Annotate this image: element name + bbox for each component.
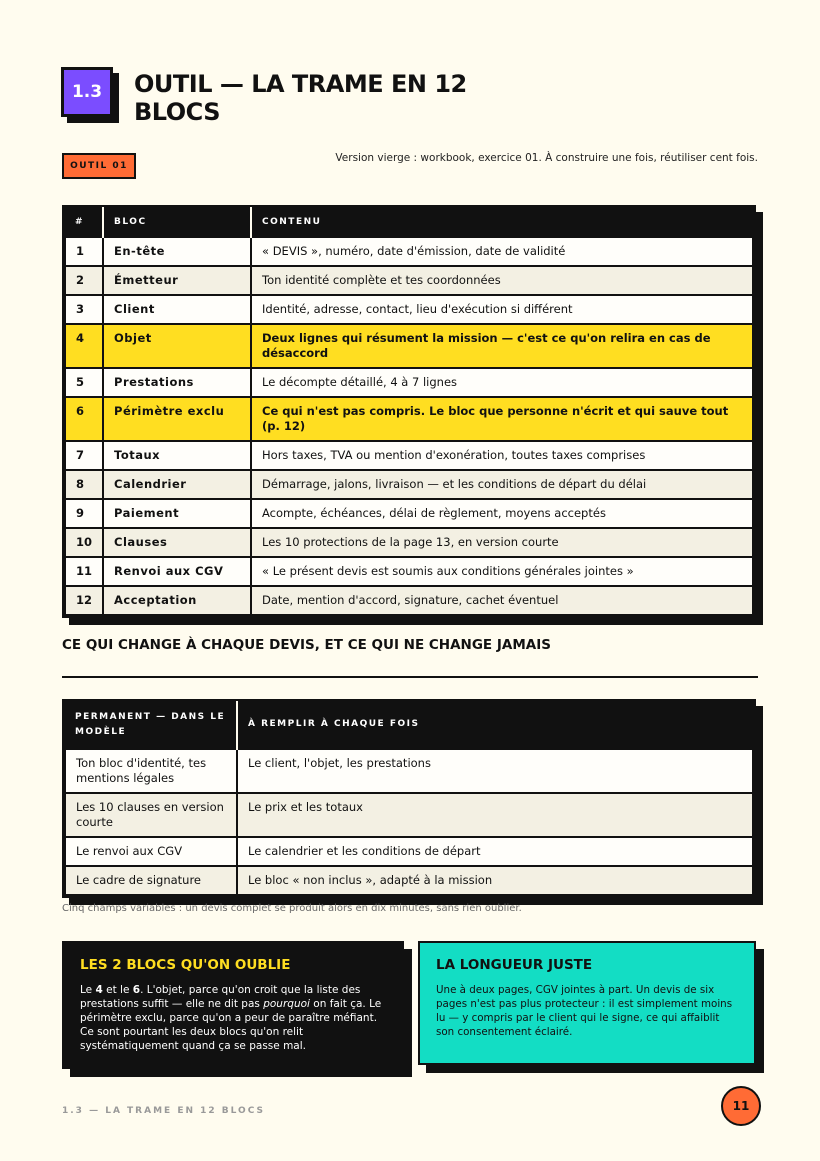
block-content-cell: « DEVIS », numéro, date d'émission, date de validité (251, 237, 753, 266)
block-name-cell: Émetteur (103, 266, 251, 295)
block-content-cell: Hors taxes, TVA ou mention d'exonération, toutes taxes comprises (251, 441, 753, 470)
table-footnote: Cinq champs variables : un devis complet se produit alors en dix minutes, sans rien oublier. (62, 903, 522, 914)
column-header-permanent: PERMANENT — DANS LE MODÈLE (65, 701, 237, 749)
table-row (65, 470, 753, 499)
block-name-cell: En-tête (103, 237, 251, 266)
table-header-row (65, 701, 753, 749)
block-content-cell: Acompte, échéances, délai de règlement, moyens acceptés (251, 499, 753, 528)
block-name-cell: Acceptation (103, 586, 251, 615)
callout-body: Le 4 et le 6. L'objet, parce qu'on croit que la liste des prestations suffit — elle ne dit pas pourquoi on fait ça. Le périmètre exclu, parce qu'on a peur de paraître méfiant. Ce sont pourtant les deux blocs qu'on relit systématiquement quand ça se passe mal. (80, 984, 382, 1052)
right-length-callout (418, 941, 756, 1065)
block-content-cell: Ton identité complète et tes coordonnées (251, 266, 753, 295)
section-number-badge: 1.3 (61, 67, 113, 117)
section-heading: CE QUI CHANGE À CHAQUE DEVIS, ET CE QUI NE CHANGE JAMAIS (62, 637, 551, 653)
block-number-cell: 11 (65, 557, 103, 586)
page-number: 11 (721, 1086, 761, 1126)
twelve-blocks-table (62, 205, 756, 618)
table-row (65, 397, 753, 441)
column-header-bloc: BLOC (103, 207, 251, 237)
permanent-cell: Les 10 clauses en version courte (65, 793, 237, 837)
block-name-cell: Prestations (103, 368, 251, 397)
block-name-cell: Clauses (103, 528, 251, 557)
block-number-cell: 2 (65, 266, 103, 295)
table-row (65, 866, 753, 895)
callout-title: LA LONGUEUR JUSTE (436, 957, 593, 973)
block-number-cell: 9 (65, 499, 103, 528)
block-content-cell: « Le présent devis est soumis aux conditions générales jointes » (251, 557, 753, 586)
column-header-contenu: CONTENU (251, 207, 753, 237)
block-content-cell: Le décompte détaillé, 4 à 7 lignes (251, 368, 753, 397)
variable-cell: Le prix et les totaux (237, 793, 753, 837)
table-row (65, 295, 753, 324)
table-row (65, 324, 753, 368)
table-row (65, 499, 753, 528)
column-header-number: # (65, 207, 103, 237)
block-name-cell: Objet (103, 324, 251, 368)
tool-tag: OUTIL 01 (62, 153, 136, 179)
block-number-cell: 12 (65, 586, 103, 615)
block-number-cell: 8 (65, 470, 103, 499)
table-row (65, 237, 753, 266)
divider (62, 676, 758, 678)
permanent-cell: Le cadre de signature (65, 866, 237, 895)
block-name-cell: Calendrier (103, 470, 251, 499)
block-number-cell: 6 (65, 397, 103, 441)
table-row (65, 837, 753, 866)
variable-cell: Le calendrier et les conditions de départ (237, 837, 753, 866)
block-content-cell: Date, mention d'accord, signature, cachet éventuel (251, 586, 753, 615)
variable-cell: Le bloc « non inclus », adapté à la mission (237, 866, 753, 895)
column-header-variable: À REMPLIR À CHAQUE FOIS (237, 701, 753, 749)
table-row (65, 793, 753, 837)
block-content-cell: Identité, adresse, contact, lieu d'exécution si différent (251, 295, 753, 324)
table-row (65, 368, 753, 397)
block-content-cell: Ce qui n'est pas compris. Le bloc que personne n'écrit et qui sauve tout (p. 12) (251, 397, 753, 441)
table-header-row (65, 207, 753, 237)
permanent-cell: Ton bloc d'identité, tes mentions légales (65, 749, 237, 793)
block-content-cell: Démarrage, jalons, livraison — et les conditions de départ du délai (251, 470, 753, 499)
permanent-cell: Le renvoi aux CGV (65, 837, 237, 866)
block-name-cell: Renvoi aux CGV (103, 557, 251, 586)
callout-body: Une à deux pages, CGV jointes à part. Un devis de six pages n'est pas plus protecteur : il est simplement moins lu — y compris par le client qui le signe, ce qui affaiblit son consentement éclairé. (436, 984, 733, 1038)
block-content-cell: Les 10 protections de la page 13, en version courte (251, 528, 753, 557)
block-name-cell: Client (103, 295, 251, 324)
callout-title: LES 2 BLOCS QU'ON OUBLIE (80, 957, 291, 973)
block-content-cell: Deux lignes qui résument la mission — c'est ce qu'on relira en cas de désaccord (251, 324, 753, 368)
version-note: Version vierge : workbook, exercice 01. À construire une fois, réutiliser cent fois. (335, 152, 758, 164)
block-number-cell: 4 (65, 324, 103, 368)
block-number-cell: 7 (65, 441, 103, 470)
table-row (65, 528, 753, 557)
forgotten-blocks-callout (62, 941, 404, 1069)
permanent-vs-variable-table (62, 699, 756, 898)
table-row (65, 557, 753, 586)
block-name-cell: Paiement (103, 499, 251, 528)
table-row (65, 441, 753, 470)
block-name-cell: Totaux (103, 441, 251, 470)
block-number-cell: 1 (65, 237, 103, 266)
block-number-cell: 10 (65, 528, 103, 557)
table-row (65, 266, 753, 295)
variable-cell: Le client, l'objet, les prestations (237, 749, 753, 793)
block-number-cell: 5 (65, 368, 103, 397)
block-name-cell: Périmètre exclu (103, 397, 251, 441)
table-row (65, 749, 753, 793)
footer-section-label: 1.3 — LA TRAME EN 12 BLOCS (62, 1106, 265, 1116)
block-number-cell: 3 (65, 295, 103, 324)
table-row (65, 586, 753, 615)
page-title: OUTIL — LA TRAME EN 12 BLOCS (134, 70, 467, 126)
